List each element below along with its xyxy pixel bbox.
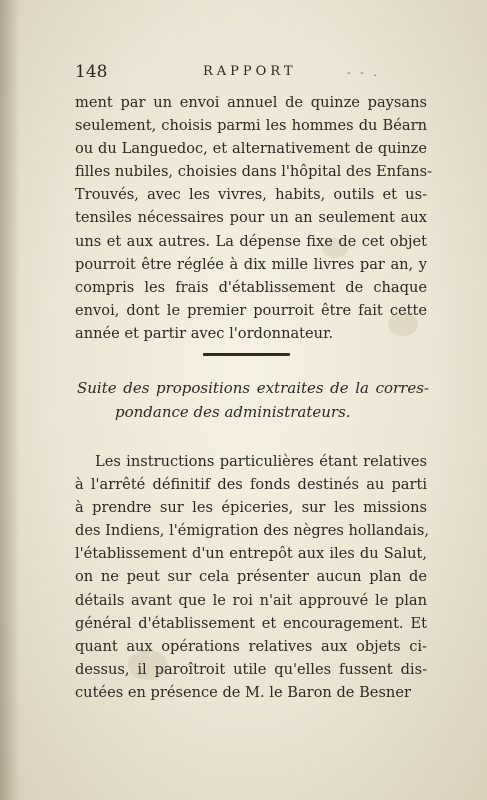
- section-heading-line: pondance des administrateurs.: [115, 403, 351, 421]
- text-line: pourroit être réglée à dix mille livres par an, y: [75, 255, 427, 273]
- text-line: ment par un envoi annuel de quinze paysans: [75, 94, 427, 111]
- text-line: l'établissement d'un entrepôt aux iles du Salut,: [75, 545, 427, 563]
- text-line: Les instructions particulières étant relatives: [95, 453, 427, 470]
- text-line: envoi, dont le premier pourroit être fait cette: [75, 301, 427, 319]
- header-mark: - - .: [347, 66, 380, 79]
- running-head: RAPPORT: [203, 64, 297, 79]
- text-line: à l'arrêté définitif des fonds destinés au parti: [75, 476, 427, 494]
- text-line: dessus, il paroîtroit utile qu'elles fussent dis-: [75, 660, 427, 678]
- section-heading-line: Suite des propositions extraites de la corres-: [77, 379, 429, 397]
- text-line: on ne peut sur cela présenter aucun plan de: [75, 568, 427, 586]
- text-line: seulement, choisis parmi les hommes du Béarn: [75, 117, 427, 135]
- text-line: uns et aux autres. La dépense fixe de cet objet: [75, 232, 427, 250]
- text-line: général d'établissement et encouragement. Et: [75, 614, 427, 632]
- page-number: 148: [75, 62, 108, 82]
- page-header: [75, 62, 420, 84]
- text-line: détails avant que le roi n'ait approuvé le plan: [75, 591, 427, 609]
- section-divider-rule: [203, 353, 290, 356]
- paragraph-continued: [75, 91, 433, 345]
- text-line: filles nubiles, choisies dans l'hôpital des Enfans-: [75, 163, 433, 181]
- text-line: ou du Languedoc, et alternativement de quinze: [75, 140, 427, 158]
- paragraph: [75, 450, 427, 704]
- text-line: quant aux opérations relatives aux objets ci-: [75, 637, 427, 655]
- section-heading: [77, 376, 429, 424]
- text-line: cutées en présence de M. le Baron de Besner: [75, 683, 411, 701]
- text-line: à prendre sur les épiceries, sur les missions: [75, 499, 427, 517]
- text-line: tensiles nécessaires pour un an seulement aux: [75, 209, 427, 227]
- text-line: des Indiens, l'émigration des nègres hollandais,: [75, 522, 429, 540]
- page-gutter-shadow: [0, 0, 20, 800]
- text-line: compris les frais d'établissement de chaque: [75, 278, 427, 296]
- text-line: Trouvés, avec les vivres, habits, outils et us-: [75, 186, 427, 204]
- text-line: année et partir avec l'ordonnateur.: [75, 324, 334, 342]
